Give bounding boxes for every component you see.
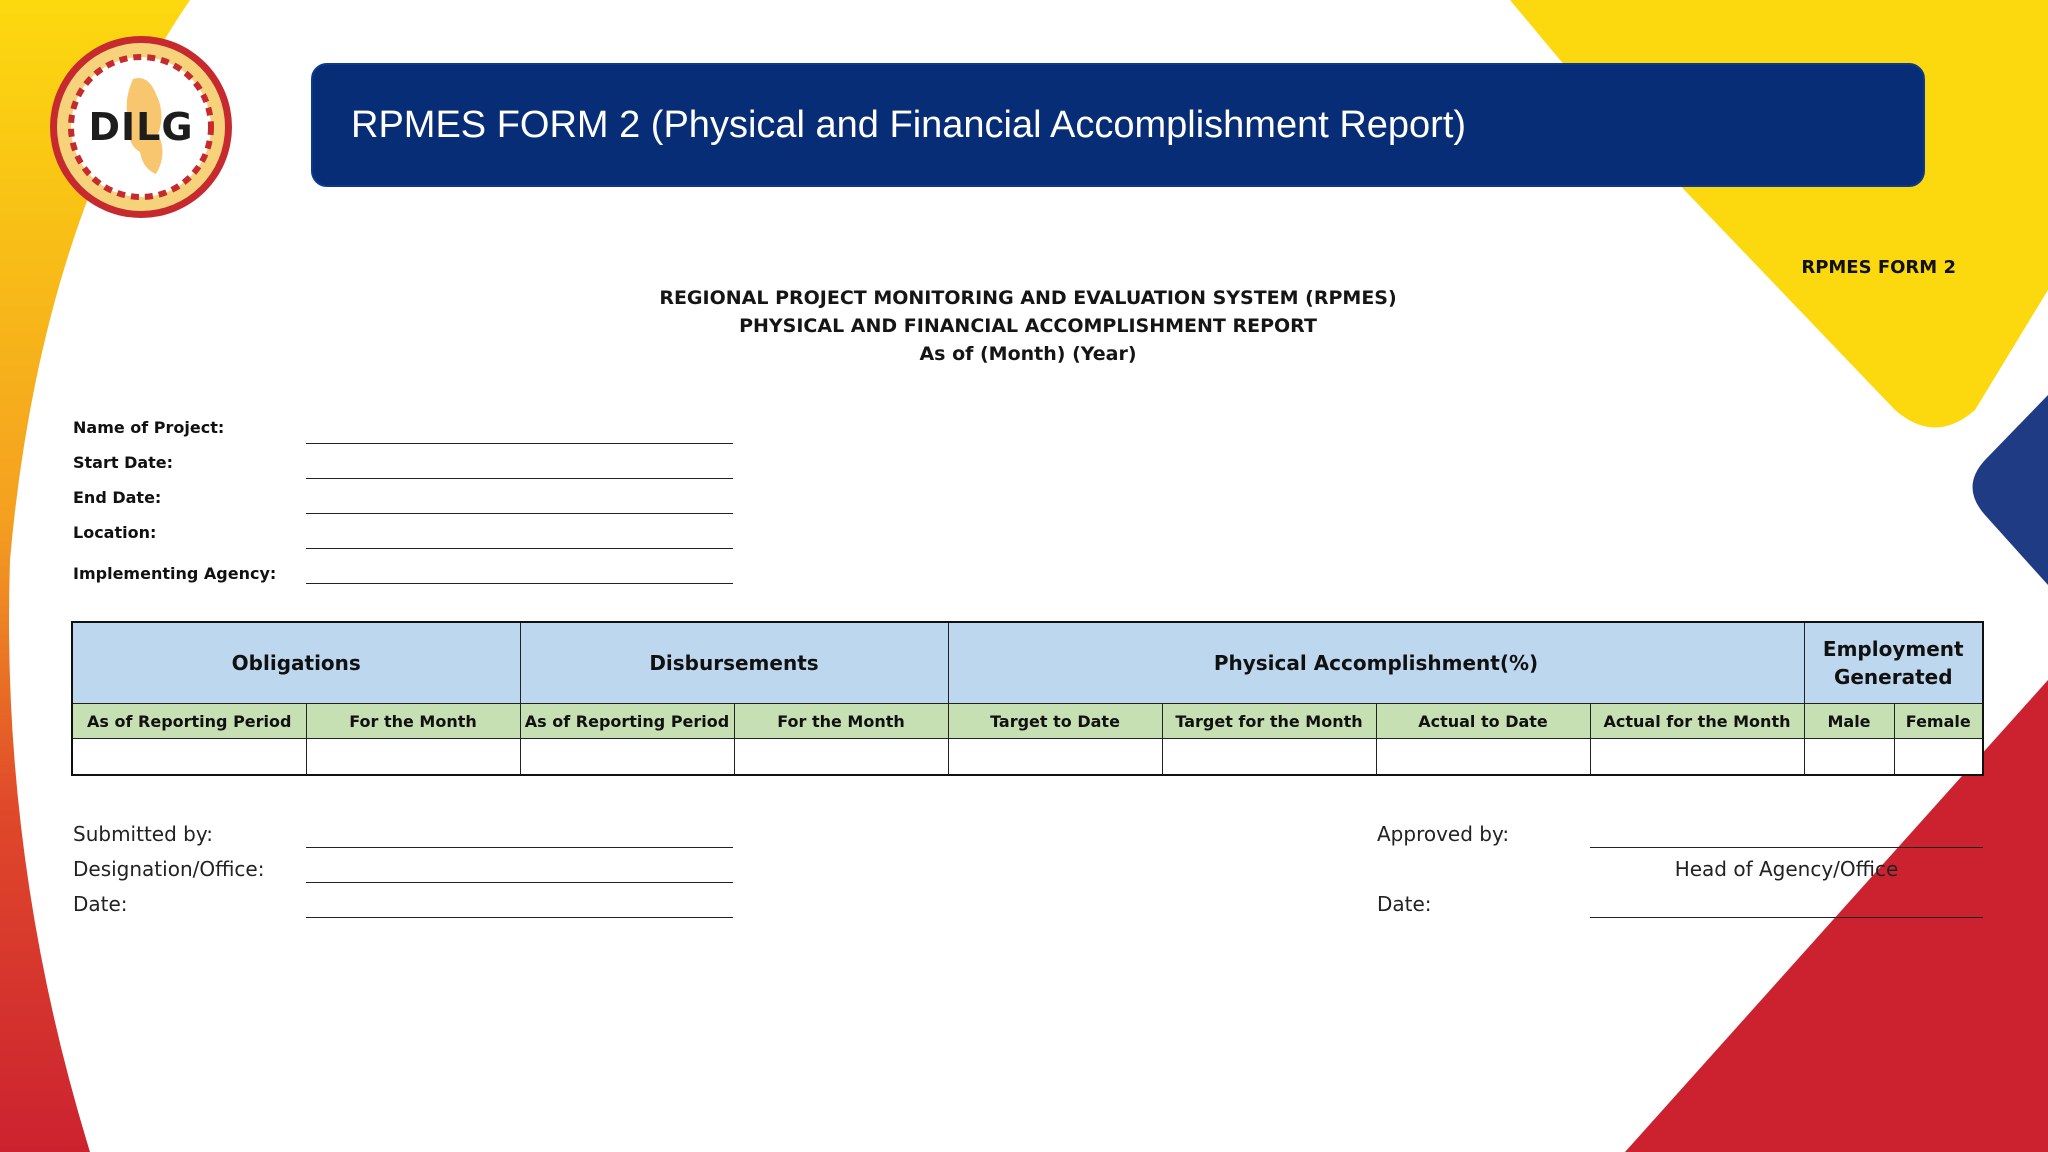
table-row (72, 739, 1983, 776)
column-header: As of Reporting Period (520, 704, 734, 739)
column-header-row (72, 704, 1983, 739)
table-cell[interactable] (1162, 739, 1376, 776)
designation-label: Designation/Office: (73, 857, 265, 881)
heading-line-3: As of (Month) (Year) (919, 343, 1137, 365)
field-label-start-date: Start Date: (73, 453, 174, 472)
field-label-location: Location: (73, 523, 157, 542)
table-cell[interactable] (1376, 739, 1590, 776)
table-cell[interactable] (1590, 739, 1804, 776)
column-header: Target for the Month (1162, 704, 1376, 739)
form-code: RPMES FORM 2 (1801, 257, 1956, 278)
submitted-by-label: Submitted by: (73, 822, 213, 846)
table-cell[interactable] (306, 739, 520, 776)
group-header-disbursements: Disbursements (520, 622, 948, 704)
table-cell[interactable] (1894, 739, 1983, 776)
table-cell[interactable] (1804, 739, 1894, 776)
field-label-project: Name of Project: (73, 418, 225, 437)
group-header-obligations: Obligations (72, 622, 520, 704)
column-header: Target to Date (948, 704, 1162, 739)
column-header: For the Month (306, 704, 520, 739)
head-of-agency-label: Head of Agency/Office (1674, 857, 1899, 881)
heading-line-1: REGIONAL PROJECT MONITORING AND EVALUATION SYSTEM (RPMES) (659, 287, 1397, 309)
approved-by-label: Approved by: (1377, 822, 1510, 846)
title-banner (311, 63, 1925, 187)
column-header: Male (1804, 704, 1894, 739)
field-label-end-date: End Date: (73, 488, 162, 507)
column-header: Actual for the Month (1590, 704, 1804, 739)
table-cell[interactable] (948, 739, 1162, 776)
logo-text: DILG (88, 105, 194, 149)
date-right-label: Date: (1377, 892, 1432, 916)
table-cell[interactable] (734, 739, 948, 776)
column-header: For the Month (734, 704, 948, 739)
banner-title: RPMES FORM 2 (Physical and Financial Accomplishment Report) (351, 103, 1467, 146)
group-header-employment: Employment Generated (1804, 622, 1983, 704)
column-header: Actual to Date (1376, 704, 1590, 739)
accomplishment-table (71, 621, 1984, 776)
group-header-physical: Physical Accomplishment(%) (948, 622, 1804, 704)
table-cell[interactable] (520, 739, 734, 776)
report-heading (0, 284, 2048, 368)
column-header: As of Reporting Period (72, 704, 306, 739)
heading-line-2: PHYSICAL AND FINANCIAL ACCOMPLISHMENT REPORT (739, 315, 1317, 337)
column-header: Female (1894, 704, 1983, 739)
field-label-agency: Implementing Agency: (73, 564, 277, 583)
table-cell[interactable] (72, 739, 306, 776)
date-left-label: Date: (73, 892, 128, 916)
group-header-row (72, 622, 1983, 704)
dilg-logo (48, 34, 234, 220)
